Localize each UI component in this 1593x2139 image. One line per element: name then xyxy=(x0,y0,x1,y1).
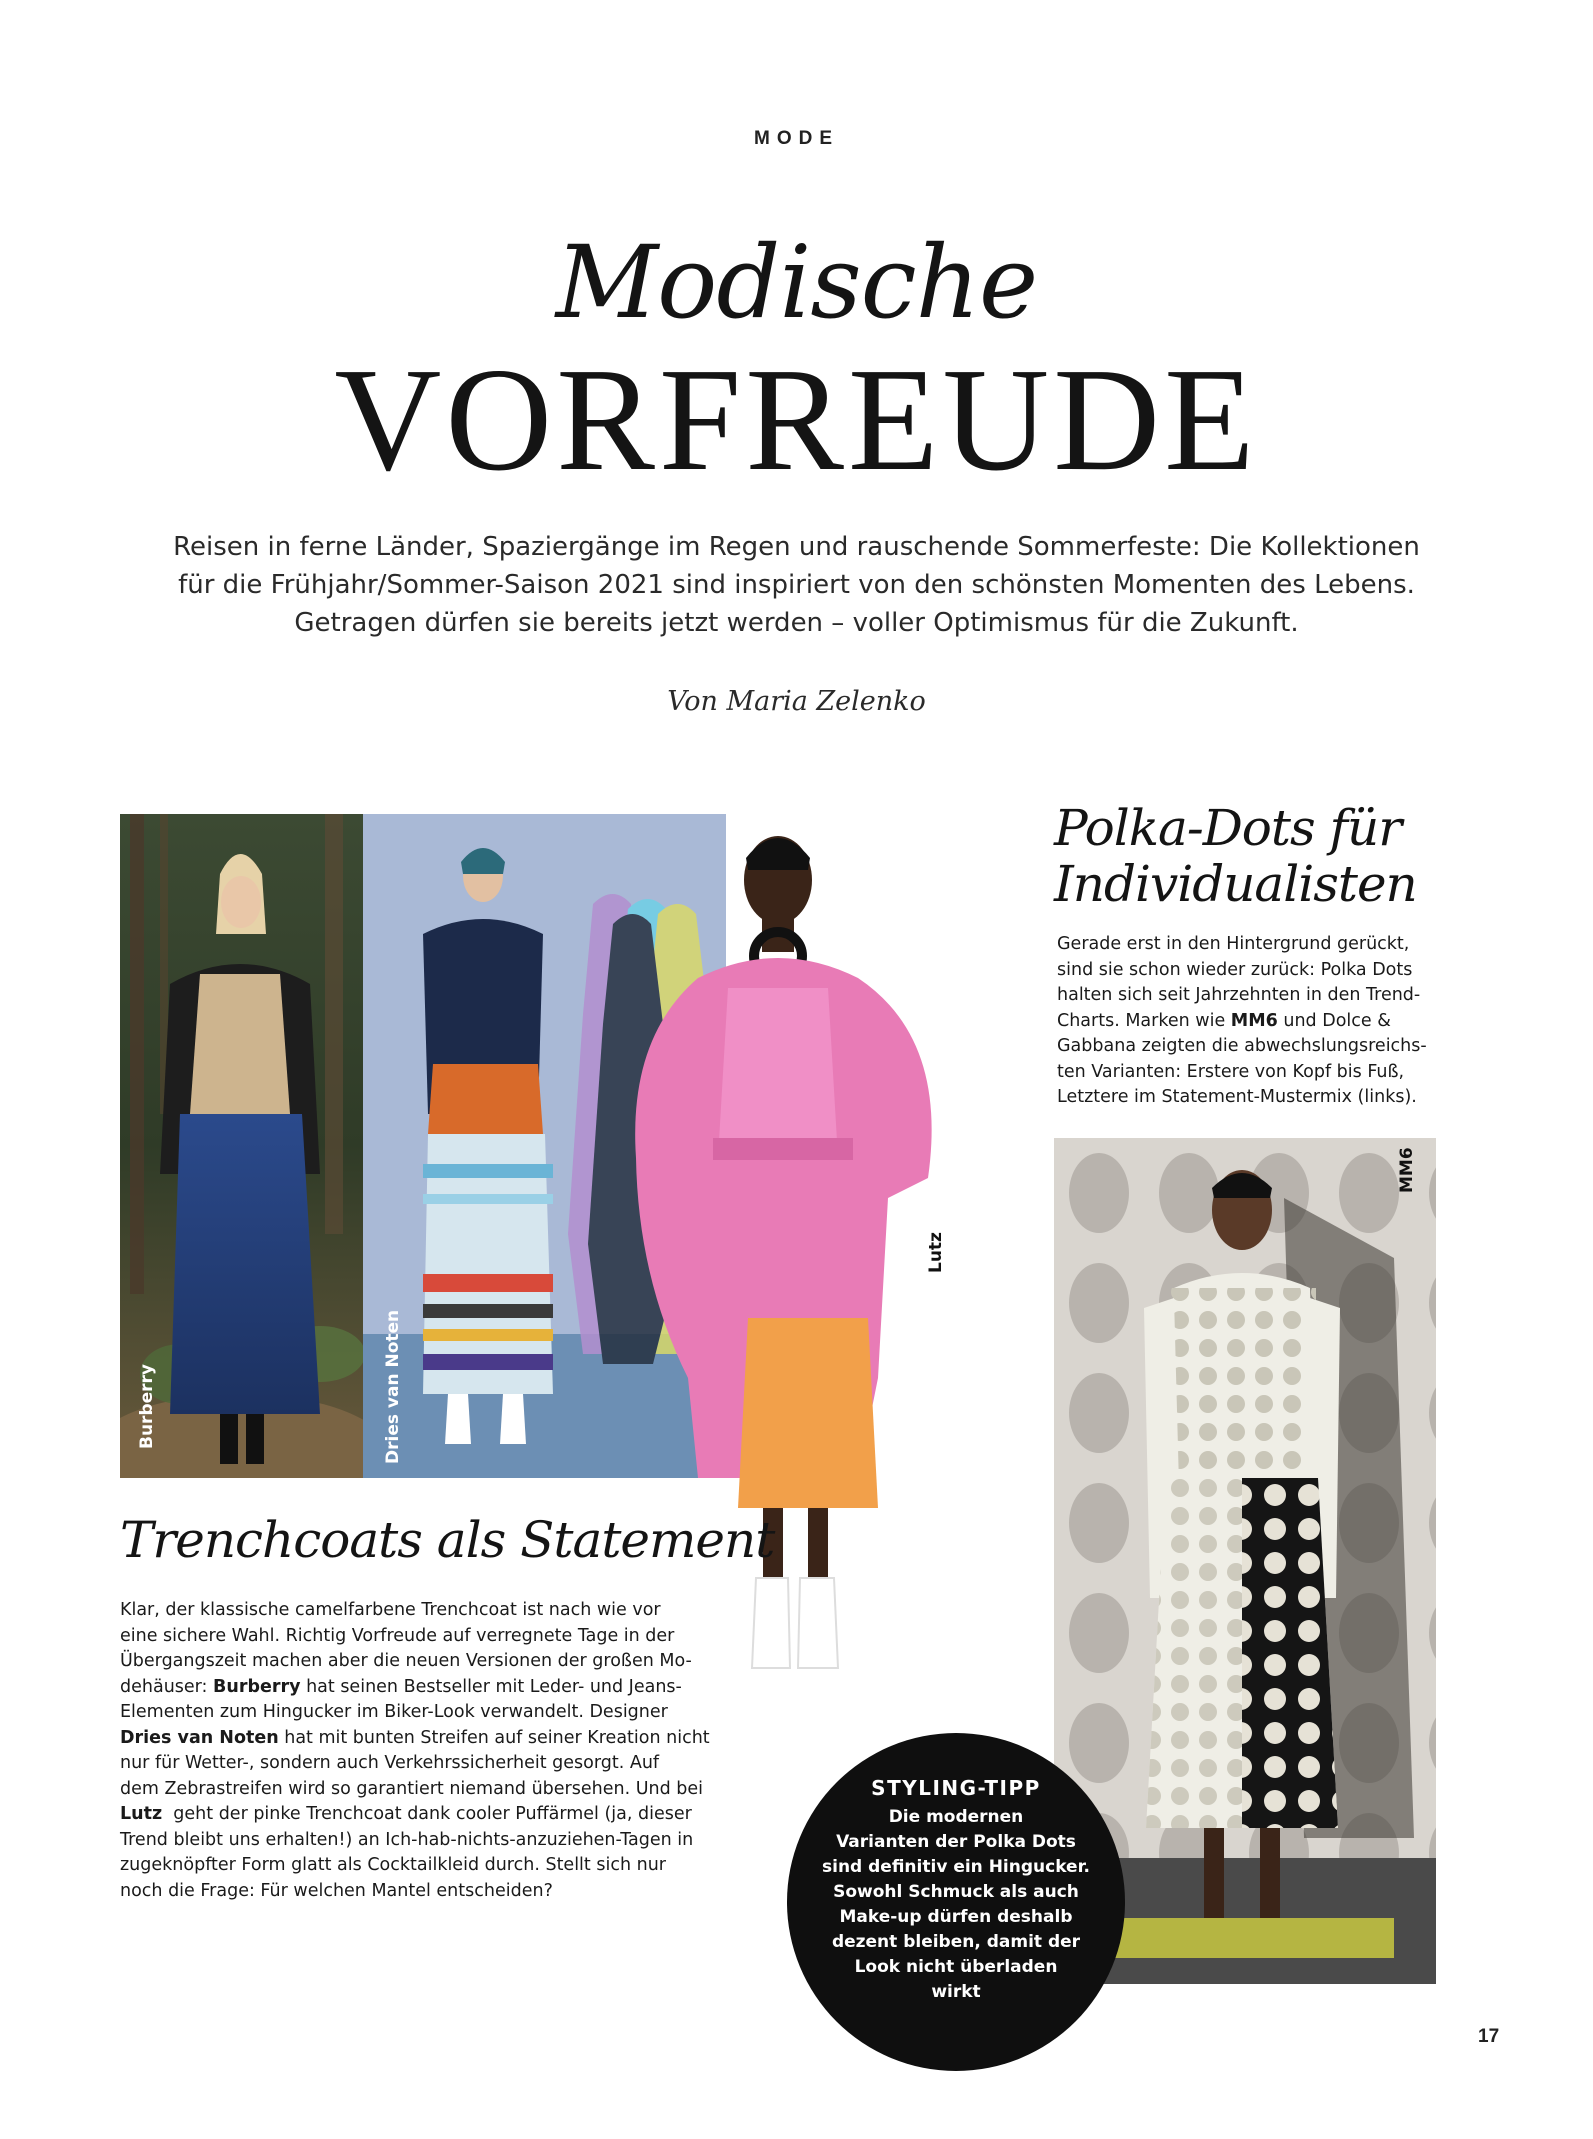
body-line xyxy=(1057,1009,1477,1035)
body-line: Gabbana zeigten die abwechslungsreichs- xyxy=(1057,1036,1427,1056)
byline: Von Maria Zelenko xyxy=(667,686,926,717)
intro-line: Reisen in ferne Länder, Spaziergänge im Regen und rauschende Sommerfeste: Die Kollektionen xyxy=(173,532,1420,562)
body-text: und Dolce & xyxy=(1277,1010,1391,1031)
body-text: hat mit bunten Streifen auf seiner Kreation nicht xyxy=(278,1727,710,1748)
tip-line: Look nicht überladen xyxy=(854,1957,1058,1977)
body-line: Trend bleibt uns erhalten!) an Ich-hab-nichts-anzuziehen-Tagen in xyxy=(120,1829,694,1850)
body-line: eine sichere Wahl. Richtig Vorfreude auf verregnete Tage in der xyxy=(120,1625,675,1646)
section-label: MODE xyxy=(754,128,839,149)
body-line: Letztere im Statement-Mustermix (links). xyxy=(1057,1087,1417,1107)
styling-tip-text xyxy=(821,1805,1091,2005)
body-line xyxy=(120,1802,740,1828)
body-line: Elementen zum Hingucker im Biker-Look verwandelt. Designer xyxy=(120,1702,668,1722)
body-line: dem Zebrastreifen wird so garantiert niemand übersehen. Und bei xyxy=(120,1778,704,1799)
tip-line: Make-up dürfen deshalb xyxy=(839,1907,1073,1927)
body-text: dehäuser: xyxy=(120,1676,214,1697)
body-line: nur für Wetter-, sondern auch Verkehrssicherheit gesorgt. Auf xyxy=(120,1753,660,1773)
polka-heading-line: Individualisten xyxy=(1054,855,1417,913)
body-line: Klar, der klassische camelfarbene Trenchcoat ist nach wie vor xyxy=(120,1600,661,1620)
brand-lutz: Lutz xyxy=(120,1804,163,1824)
intro xyxy=(150,528,1443,642)
title-script: Modische xyxy=(555,224,1038,341)
body-line: halten sich seit Jahrzehnten in den Trend- xyxy=(1057,985,1421,1005)
body-text: hat seinen Bestseller mit Leder- und Jeans- xyxy=(300,1676,682,1697)
body-text: geht der pinke Trenchcoat dank cooler Puffärmel (ja, dieser xyxy=(162,1804,692,1824)
trench-body xyxy=(120,1598,740,1904)
styling-tip-circle xyxy=(787,1733,1125,2071)
title-main: VORFREUDE xyxy=(334,338,1259,502)
body-line: ten Varianten: Erstere von Kopf bis Fuß, xyxy=(1057,1061,1405,1082)
body-line: sind sie schon wieder zurück: Polka Dots xyxy=(1057,959,1413,980)
trench-heading: Trenchcoats als Statement xyxy=(120,1511,775,1569)
body-line: Übergangszeit machen aber die neuen Versionen der großen Mo- xyxy=(120,1651,692,1671)
tip-line: sind definitiv ein Hingucker. xyxy=(822,1857,1090,1877)
brand-dries-van-noten: Dries van Noten xyxy=(120,1727,279,1748)
tip-line: Die modernen xyxy=(888,1807,1024,1827)
photo-burberry xyxy=(120,814,363,1478)
styling-tip-title: STYLING-TIPP xyxy=(871,1776,1041,1800)
brand-mm6: MM6 xyxy=(1230,1010,1278,1031)
polka-heading xyxy=(1054,800,1417,912)
page-number: 17 xyxy=(1478,2026,1500,2047)
intro-line: für die Frühjahr/Sommer-Saison 2021 sind inspiriert von den schönsten Momenten des Lebens. xyxy=(178,570,1415,600)
tip-line: Varianten der Polka Dots xyxy=(836,1832,1076,1852)
polka-heading-line: Polka-Dots für xyxy=(1054,799,1402,857)
intro-line: Getragen dürfen sie bereits jetzt werden – voller Optimismus für die Zukunft. xyxy=(294,608,1299,638)
credit-dries-van-noten: Dries van Noten xyxy=(383,1309,403,1464)
body-line: zugeknöpfter Form glatt als Cocktailkleid durch. Stellt sich nur xyxy=(120,1855,666,1875)
body-text: Charts. Marken wie xyxy=(1057,1010,1231,1031)
credit-mm6: MM6 xyxy=(1397,1147,1417,1193)
tip-line: dezent bleiben, damit der xyxy=(831,1932,1081,1952)
body-line: noch die Frage: Für welchen Mantel entscheiden? xyxy=(120,1880,553,1901)
polka-body xyxy=(1057,932,1477,1111)
body-line xyxy=(120,1726,740,1752)
credit-burberry: Burberry xyxy=(137,1364,157,1449)
body-line: Gerade erst in den Hintergrund gerückt, xyxy=(1057,934,1410,954)
credit-lutz: Lutz xyxy=(926,1232,946,1273)
body-line xyxy=(120,1675,740,1701)
tip-line: Sowohl Schmuck als auch xyxy=(833,1882,1079,1902)
tip-line: wirkt xyxy=(931,1982,981,2002)
brand-burberry: Burberry xyxy=(213,1676,301,1697)
